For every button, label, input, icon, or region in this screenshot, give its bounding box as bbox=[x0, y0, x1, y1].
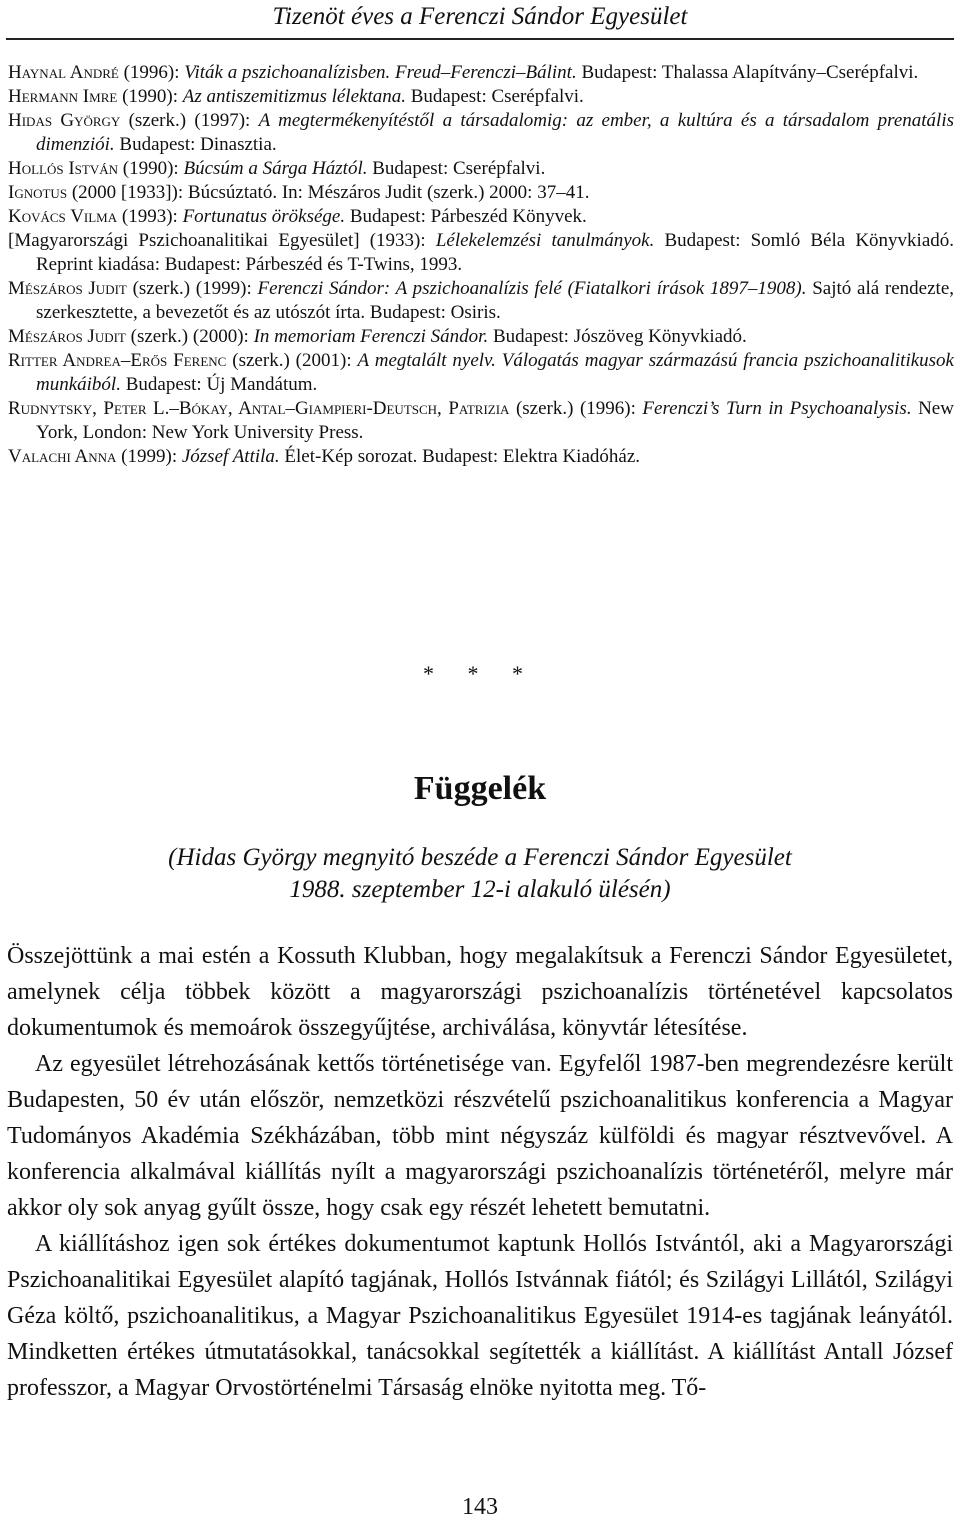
bibliography-entry bbox=[8, 397, 954, 445]
entry-text: Budapest: Thalassa Alapítvány–Cserépfalvi. bbox=[576, 62, 919, 83]
entry-title: A megtalált nyelv. Válogatás magyar származású francia pszichoanalitikusok munkáiból. bbox=[36, 350, 954, 395]
entry-text: (1993): bbox=[117, 206, 183, 227]
entry-text: Budapest: Somló Béla Könyvkiadó. Reprint kiadása: Budapest: Párbeszéd és T-Twins, 1993. bbox=[36, 230, 955, 275]
bibliography-entry bbox=[8, 325, 954, 349]
body-paragraph: A kiállításhoz igen sok értékes dokumentumot kaptunk Hollós Istvántól, aki a Magyarországi Pszichoanalitikai Egyesület alapító tagjának, Hollós Istvánnak fiától; és Szilágyi Lillától, Szilágyi Géza költő, pszichoanalitikus, a Magyar Pszichoanalitikus Egyesület 1914-es tagjának leányától. Mindketten értékes útmutatásokkal, tanácsokkal segítették a kiállítást. A kiállítást Antall József professzor, a Magyar Orvostörténelmi Társaság elnöke nyitotta meg. Tő- bbox=[7, 1231, 953, 1401]
entry-text: (szerk.) (2000): bbox=[125, 326, 254, 347]
entry-title: József Attila. bbox=[181, 446, 280, 467]
bibliography-entry bbox=[8, 349, 954, 397]
entry-author: Haynal André bbox=[8, 62, 119, 83]
body-text bbox=[7, 938, 953, 1406]
bibliography-entry bbox=[8, 229, 954, 277]
entry-text: (szerk.) (1996): bbox=[509, 398, 643, 419]
entry-text: (szerk.) (2001): bbox=[226, 350, 358, 371]
entry-text: Budapest: Párbeszéd Könyvek. bbox=[345, 206, 587, 227]
entry-title: Búcsúm a Sárga Háztól. bbox=[183, 158, 368, 179]
entry-author: Valachi Anna bbox=[8, 446, 117, 467]
entry-text: [Magyarországi Pszichoanalitikai Egyesület] (1933): bbox=[8, 230, 436, 251]
entry-title: Viták a pszichoanalízisben. Freud–Ferenczi–Bálint. bbox=[184, 62, 577, 83]
entry-author: Ignotus bbox=[8, 182, 68, 203]
entry-text: Élet-Kép sorozat. Budapest: Elektra Kiadóház. bbox=[279, 446, 641, 467]
appendix-title: Függelék bbox=[413, 770, 547, 807]
entry-text: (1990): bbox=[118, 158, 184, 179]
running-title: Tizenöt éves a Ferenczi Sándor Egyesület bbox=[272, 3, 688, 30]
entry-author: Rudnytsky, Peter L.–Bókay, Antal–Giampieri-Deutsch, Patrizia bbox=[8, 398, 510, 419]
entry-text: (szerk.) (1997): bbox=[120, 110, 259, 131]
entry-author: Hollós István bbox=[8, 158, 119, 179]
appendix-subtitle: (Hidas György megnyitó beszéde a Ferenczi Sándor Egyesület 1988. szeptember 12-i alakuló ülésén) bbox=[168, 844, 792, 903]
bibliography-entry bbox=[8, 277, 954, 325]
bibliography-entry bbox=[8, 445, 954, 469]
section-separator: * * * bbox=[423, 661, 537, 686]
entry-text: (szerk.) (1999): bbox=[126, 278, 258, 299]
entry-author: Mészáros Judit bbox=[8, 278, 127, 299]
entry-text: Sajtó alá rendezte, szerkesztette, a bevezetőt és az utószót írta. Budapest: Osiris. bbox=[36, 278, 954, 323]
bibliography-entry bbox=[8, 205, 954, 229]
bibliography-entry bbox=[8, 157, 954, 181]
header-rule bbox=[6, 38, 954, 40]
entry-author: Hidas György bbox=[8, 110, 121, 131]
page-number: 143 bbox=[462, 1494, 498, 1520]
entry-text: (2000 [1933]): Búcsúztató. In: Mészáros Judit (szerk.) 2000: 37–41. bbox=[67, 182, 590, 203]
bibliography-entry bbox=[8, 61, 954, 85]
entry-text: (1990): bbox=[117, 86, 183, 107]
entry-title: In memoriam Ferenczi Sándor. bbox=[253, 326, 489, 347]
entry-text: (1996): bbox=[118, 62, 185, 83]
bibliography-entry bbox=[8, 109, 954, 157]
entry-title: Lélekelemzési tanulmányok. bbox=[435, 230, 655, 251]
entry-title: A megtermékenyítéstől a társadalomig: az ember, a kultúra és a társadalom prenatális dimenziói. bbox=[36, 110, 954, 155]
entry-author: Ritter Andrea–Erős Ferenc bbox=[8, 350, 227, 371]
entry-title: Az antiszemitizmus lélektana. bbox=[182, 86, 406, 107]
entry-text: Budapest: Dinasztia. bbox=[114, 134, 277, 155]
running-head bbox=[0, 0, 960, 39]
entry-text: Budapest: Cserépfalvi. bbox=[367, 158, 546, 179]
entry-text: (1999): bbox=[116, 446, 182, 467]
body-paragraph: Összejöttünk a mai estén a Kossuth Klubban, hogy megalakítsuk a Ferenczi Sándor Egyesületet, amelynek célja többek között a magyarországi pszichoanalízis történetével kapcsolatos dokumentumok és memoárok összegyűjtése, archiválása, könyvtár létesítése. bbox=[7, 943, 953, 1041]
entry-title: Fortunatus öröksége. bbox=[182, 206, 346, 227]
entry-author: Mészáros Judit bbox=[8, 326, 126, 347]
entry-title: Ferenczi’s Turn in Psychoanalysis. bbox=[642, 398, 912, 419]
entry-text: Budapest: Cserépfalvi. bbox=[405, 86, 584, 107]
entry-text: Budapest: Jószöveg Könyvkiadó. bbox=[488, 326, 747, 347]
bibliography-list bbox=[8, 61, 954, 469]
body-paragraph: Az egyesület létrehozásának kettős történetisége van. Egyfelől 1987-ben megrendezésre került Budapesten, 50 év után először, nemzetközi részvételű pszichoanalitikus konferencia a Magyar Tudományos Akadémia Székházában, több mint négyszáz külföldi és magyar résztvevővel. A konferencia alkalmával kiállítás nyílt a magyarországi pszichoanalízis történetéről, melyre már akkor oly sok anyag gyűlt össze, hogy csak egy részét lehetett bemutatni. bbox=[7, 1051, 953, 1221]
entry-text: Budapest: Új Mandátum. bbox=[120, 374, 318, 395]
bibliography-entry bbox=[8, 181, 954, 205]
entry-author: Kovács Vilma bbox=[8, 206, 118, 227]
bibliography-entry bbox=[8, 85, 954, 109]
entry-text: New York, London: New York University Press. bbox=[36, 398, 954, 443]
entry-author: Hermann Imre bbox=[8, 86, 118, 107]
entry-title: Ferenczi Sándor: A pszichoanalízis felé (Fiatalkori írások 1897–1908). bbox=[257, 278, 807, 299]
